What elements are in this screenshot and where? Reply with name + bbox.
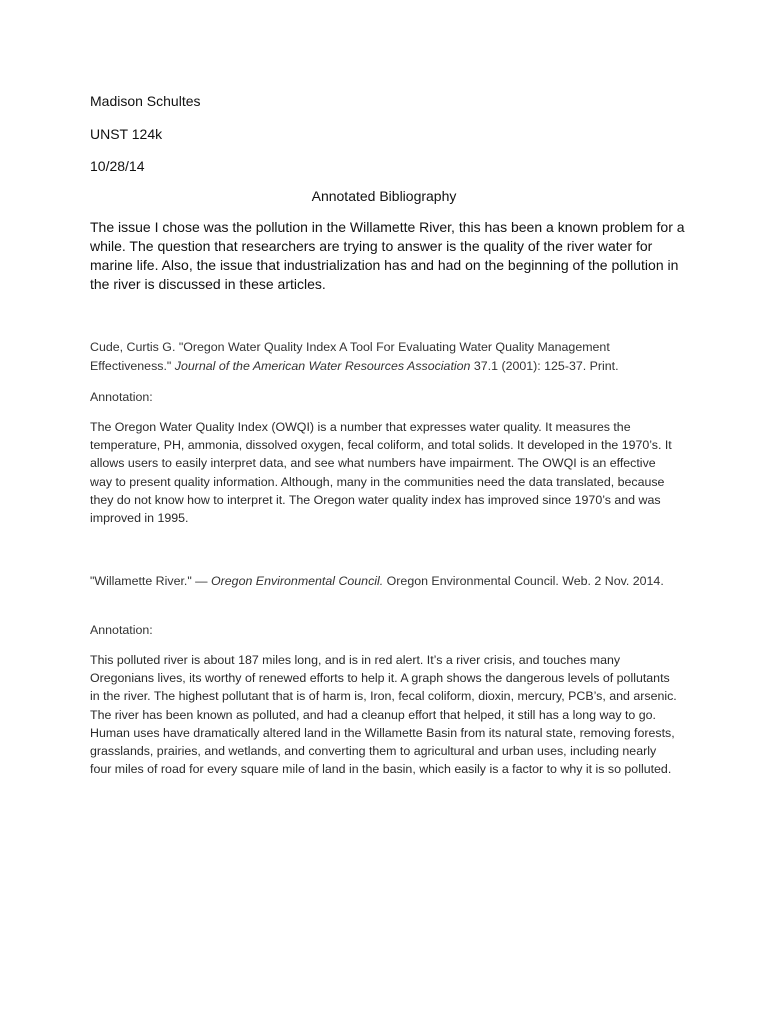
citation-2-source: Oregon Environmental Council. xyxy=(211,574,384,588)
citation-2 xyxy=(90,572,690,591)
author-name: Madison Schultes xyxy=(90,93,201,109)
citation-1 xyxy=(90,338,690,376)
annotation-2: This polluted river is about 187 miles long, and is in red alert. It’s a river crisis, and touches many Oregonians lives, its worthy of renewed efforts to help it. A graph shows the dangerous levels of pollutants in the river. The highest pollutant that is of harm is, Iron, fecal coliform, dioxin, mercury, PCB’s, and arsenic. The river has been known as polluted, and had a cleanup effort that helped, it still has a long way to go. Human uses have dramatically altered land in the Willamette Basin from its natural state, removing forests, grasslands, prairies, and wetlands, and converting them to agricultural and urban uses, including nearly four miles of road for every square mile of land in the basin, which easily is a factor to why it is so polluted. xyxy=(90,653,677,777)
intro-paragraph: The issue I chose was the pollution in the Willamette River, this has been a known problem for a while. The question that researchers are trying to answer is the quality of the river water for marine life. Also, the issue that industrialization has and had on the beginning of the pollution in the river is discussed in these articles. xyxy=(90,219,685,292)
citation-2-details: Oregon Environmental Council. Web. 2 Nov. 2014. xyxy=(383,574,664,588)
citation-1-text: Cude, Curtis G. "Oregon Water Quality Index A Tool For Evaluating Water Quality Management Effectiveness." xyxy=(90,340,610,373)
document-title: Annotated Bibliography xyxy=(311,188,457,204)
annotation-label-1: Annotation: xyxy=(90,390,153,404)
document-date: 10/28/14 xyxy=(90,158,145,174)
course-code: UNST 124k xyxy=(90,126,163,142)
citation-2-text: "Willamette River." — xyxy=(90,574,212,588)
citation-1-details: 37.1 (2001): 125-37. Print. xyxy=(470,359,619,373)
annotation-1: The Oregon Water Quality Index (OWQI) is a number that expresses water quality. It measures the temperature, PH, ammonia, dissolved oxygen, fecal coliform, and total solids. It developed in the 1970’s. It allows users to easily interpret data, and see what numbers have impairment. The OWQI is an effective way to present quality information. Although, many in the communities need the data translated, because they do not know how to interpret it. The Oregon water quality index has improved since 1970’s and was improved in 1995. xyxy=(90,420,672,526)
annotation-label-2: Annotation: xyxy=(90,623,153,637)
citation-1-journal: Journal of the American Water Resources Association xyxy=(174,359,471,373)
